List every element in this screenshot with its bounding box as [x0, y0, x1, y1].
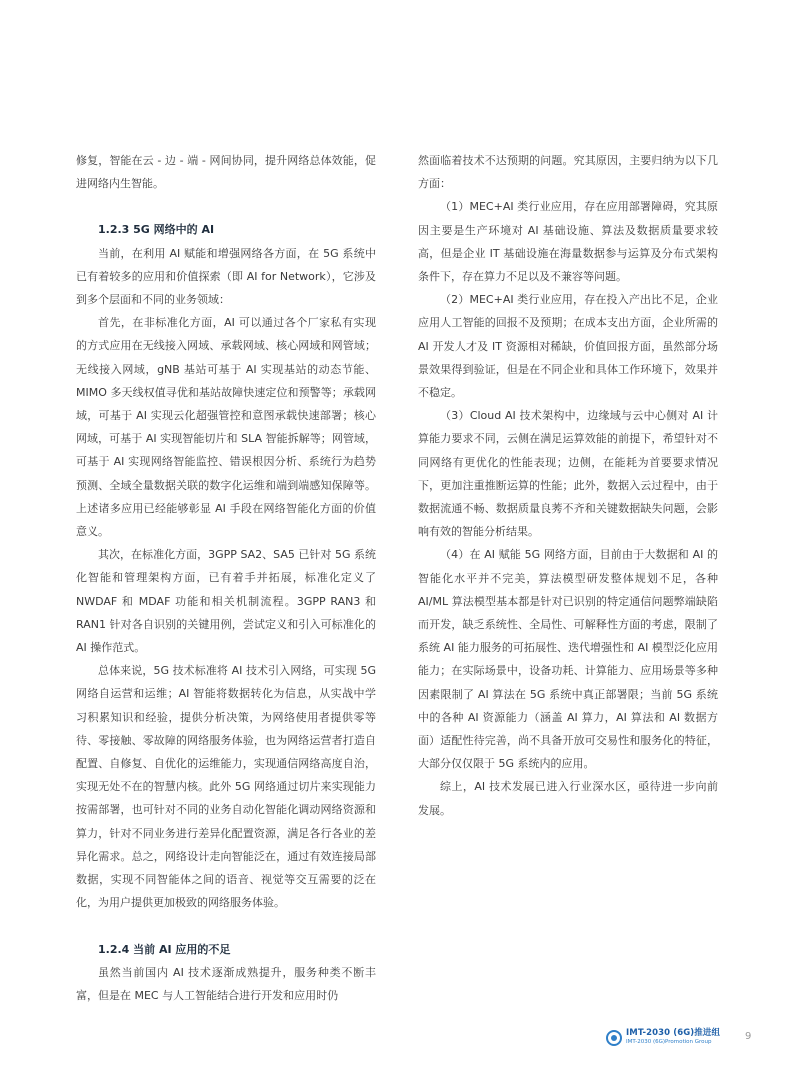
- paragraph: 综上，AI 技术发展已进入行业深水区，亟待进一步向前发展。: [418, 780, 718, 817]
- paragraph: 虽然当前国内 AI 技术逐渐成熟提升，服务种类不断丰富，但是在 MEC 与人工智能结合进行开发和应用时仍: [76, 965, 376, 1002]
- paragraph: 其次，在标准化方面，3GPP SA2、SA5 已针对 5G 系统化智能和管理架构方面，已有着手并拓展，标准化定义了 NWDAF 和 MDAF 功能和相关机制流程。3GPP RAN3 和 RAN1 针对各自识别的关键用例，尝试定义和引入可标准化的 AI 操作范式。: [76, 548, 376, 655]
- paragraph: 首先，在非标准化方面，AI 可以通过各个厂家私有实现的方式应用在无线接入网域、承载网域、核心网域和网管域；无线接入网域，gNB 基站可基于 AI 实现基站的动态节能、MIMO 多天线权值寻优和基站故障快速定位和预警等；承载网域，可基于 AI 实现云化超强管控和意图承载快速部署；核心网域，可基于 AI 实现智能切片和 SLA 智能拆解等；网管域，可基于 AI 实现网络智能监控、错误根因分析、系统行为趋势预测、全域全量数据关联的数字化运维和端到端感知保障等。上述诸多应用已经能够彰显 AI 手段在网络智能化方面的价值意义。: [76, 316, 376, 539]
- paragraph: （1）MEC+AI 类行业应用，存在应用部署障碍，究其原因主要是生产环境对 AI 基础设施、算法及数据质量要求较高，但是企业 IT 基础设施在海量数据参与运算及分布式架构条件下，存在算力不足以及不兼容等问题。: [418, 200, 718, 284]
- paragraph: 总体来说，5G 技术标准将 AI 技术引入网络，可实现 5G 网络自运营和运维；AI 智能将数据转化为信息，从实战中学习积累知识和经验，提供分析决策，为网络使用者提供零等待、零接触、零故障的网络服务体验，也为网络运营者打造自配置、自修复、自优化的运维能力，实现通信网络高度自治，实现无处不在的智慧内核。此外 5G 网络通过切片来实现能力按需部署，也可针对不同的业务自动化智能化调动网络资源和算力，针对不同业务进行差异化配置资源，满足各行各业的差异化需求。总之，网络设计走向智能泛在，通过有效连接局部数据，实现不同智能体之间的语音、视觉等交互需要的泛在化，为用户提供更加极致的网络服务体验。: [76, 664, 376, 910]
- spacer: [76, 915, 376, 938]
- section-heading-1-2-4: 1.2.4 当前 AI 应用的不足: [98, 942, 231, 956]
- paragraph: （2）MEC+AI 类行业应用，存在投入产出比不足，企业应用人工智能的回报不及预期；在成本支出方面，企业所需的 AI 开发人才及 IT 资源相对稀缺，价值回报方面，虽然部分场景效果得到验证，但是在不同企业和具体工作环境下，效果并不稳定。: [418, 293, 718, 400]
- logo-sub-text: IMT-2030 (6G)Promotion Group: [626, 1039, 712, 1045]
- section-heading-1-2-3: 1.2.3 5G 网络中的 AI: [98, 223, 215, 237]
- left-column: [76, 149, 376, 1007]
- logo-text: [626, 1029, 720, 1047]
- logo-main-text: IMT-2030 (6G)推进组: [626, 1028, 721, 1038]
- page-number: 9: [745, 1031, 752, 1042]
- spacer: [76, 195, 376, 218]
- paragraph: 当前，在利用 AI 赋能和增强网络各方面，在 5G 系统中已有着较多的应用和价值探索（即 AI for Network），它涉及到多个层面和不同的业务领域：: [76, 246, 376, 307]
- footer-logo: [606, 1027, 720, 1049]
- paragraph: （3）Cloud AI 技术架构中，边缘域与云中心侧对 AI 计算能力要求不同，云侧在满足运算效能的前提下，希望针对不同网络有更优化的性能表现；边侧，在能耗为首要要求情况下，更加注重推断运算的性能；此外，数据入云过程中，由于数据流通不畅、数据质量良莠不齐和关键数据缺失问题，会影响有效的智能分析结果。: [418, 409, 718, 539]
- imt-2030-logo-icon: [606, 1030, 622, 1046]
- paragraph: （4）在 AI 赋能 5G 网络方面，目前由于大数据和 AI 的智能化水平并不完美，算法模型研发整体规划不足，各种 AI/ML 算法模型基本都是针对已识别的特定通信问题弊端缺陷而开发，缺乏系统性、全局性、可解释性方面的考虑，限制了系统 AI 能力服务的可拓展性、迭代增强性和 AI 模型泛化应用能力；在实际场景中，设备功耗、计算能力、应用场景等多种因素限制了 AI 算法在 5G 系统中真正部署限；当前 5G 系统中的各种 AI 资源能力（涵盖 AI 算力，AI 算法和 AI 数据方面）适配性待完善，尚不具备开放可交易性和服务化的特征，大部分仅仅限于 5G 系统内的应用。: [418, 548, 718, 771]
- paragraph: 修复，智能在云 - 边 - 端 - 网间协同，提升网络总体效能，促进网络内生智能。: [76, 154, 376, 191]
- paragraph: 然面临着技术不达预期的问题。究其原因，主要归纳为以下几方面：: [418, 154, 718, 191]
- right-column: [418, 149, 718, 822]
